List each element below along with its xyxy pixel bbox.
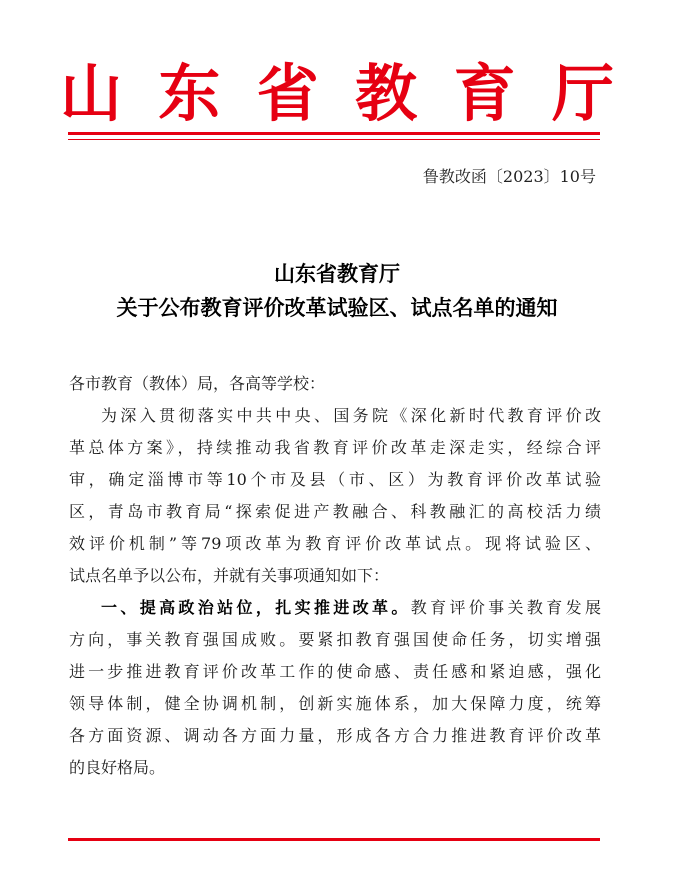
section-first-line	[101, 598, 601, 618]
masthead	[60, 58, 614, 130]
paragraph-line: 效评价机制”等79项改革为教育评价改革试点。现将试验区、	[69, 534, 601, 553]
footer-rule	[68, 838, 600, 841]
paragraph-line: 革总体方案》，持续推动我省教育评价改革走深走实，经综合评	[69, 438, 601, 457]
paragraph-line: 为深入贯彻落实中共中央、国务院《深化新时代教育评价改	[101, 406, 601, 425]
paragraph-line: 的良好格局。	[69, 758, 166, 777]
masthead-rule-thick	[68, 132, 600, 135]
paragraph-line: 区，青岛市教育局“探索促进产教融合、科教融汇的高校活力绩	[69, 502, 601, 521]
masthead-char: 省	[256, 57, 319, 130]
paragraph-line: 各方面资源、调动各方面力量，形成各方合力推进教育评价改革	[69, 726, 601, 745]
paragraph-line: 领导体制，健全协调机制，创新实施体系，加大保障力度，统筹	[69, 694, 601, 713]
title-issuer: 山东省教育厅	[274, 261, 400, 286]
masthead-rule-thin	[68, 139, 600, 140]
document-number: 鲁教改函〔2023〕10号	[422, 167, 596, 186]
section-first-line-text: 教育评价事关教育发展	[410, 598, 601, 617]
paragraph-line: 审，确定淄博市等10个市及县（市、区）为教育评价改革试验	[69, 470, 601, 489]
paragraph-line: 方向，事关教育强国成败。要紧扣教育强国使命任务，切实增强	[69, 630, 601, 649]
title-subject: 关于公布教育评价改革试验区、试点名单的通知	[116, 295, 558, 320]
masthead-char: 厅	[551, 57, 614, 130]
section-heading: 一、提高政治站位，扎实推进改革。	[101, 598, 411, 617]
paragraph-line: 试点名单予以公布，并就有关事项通知如下：	[69, 566, 390, 585]
masthead-char: 山	[60, 57, 123, 130]
masthead-char: 教	[355, 57, 418, 130]
salutation: 各市教育（教体）局，各高等学校：	[69, 374, 326, 393]
masthead-char: 东	[158, 57, 221, 130]
masthead-char: 育	[453, 57, 516, 130]
paragraph-line: 进一步推进教育评价改革工作的使命感、责任感和紧迫感，强化	[69, 662, 601, 681]
